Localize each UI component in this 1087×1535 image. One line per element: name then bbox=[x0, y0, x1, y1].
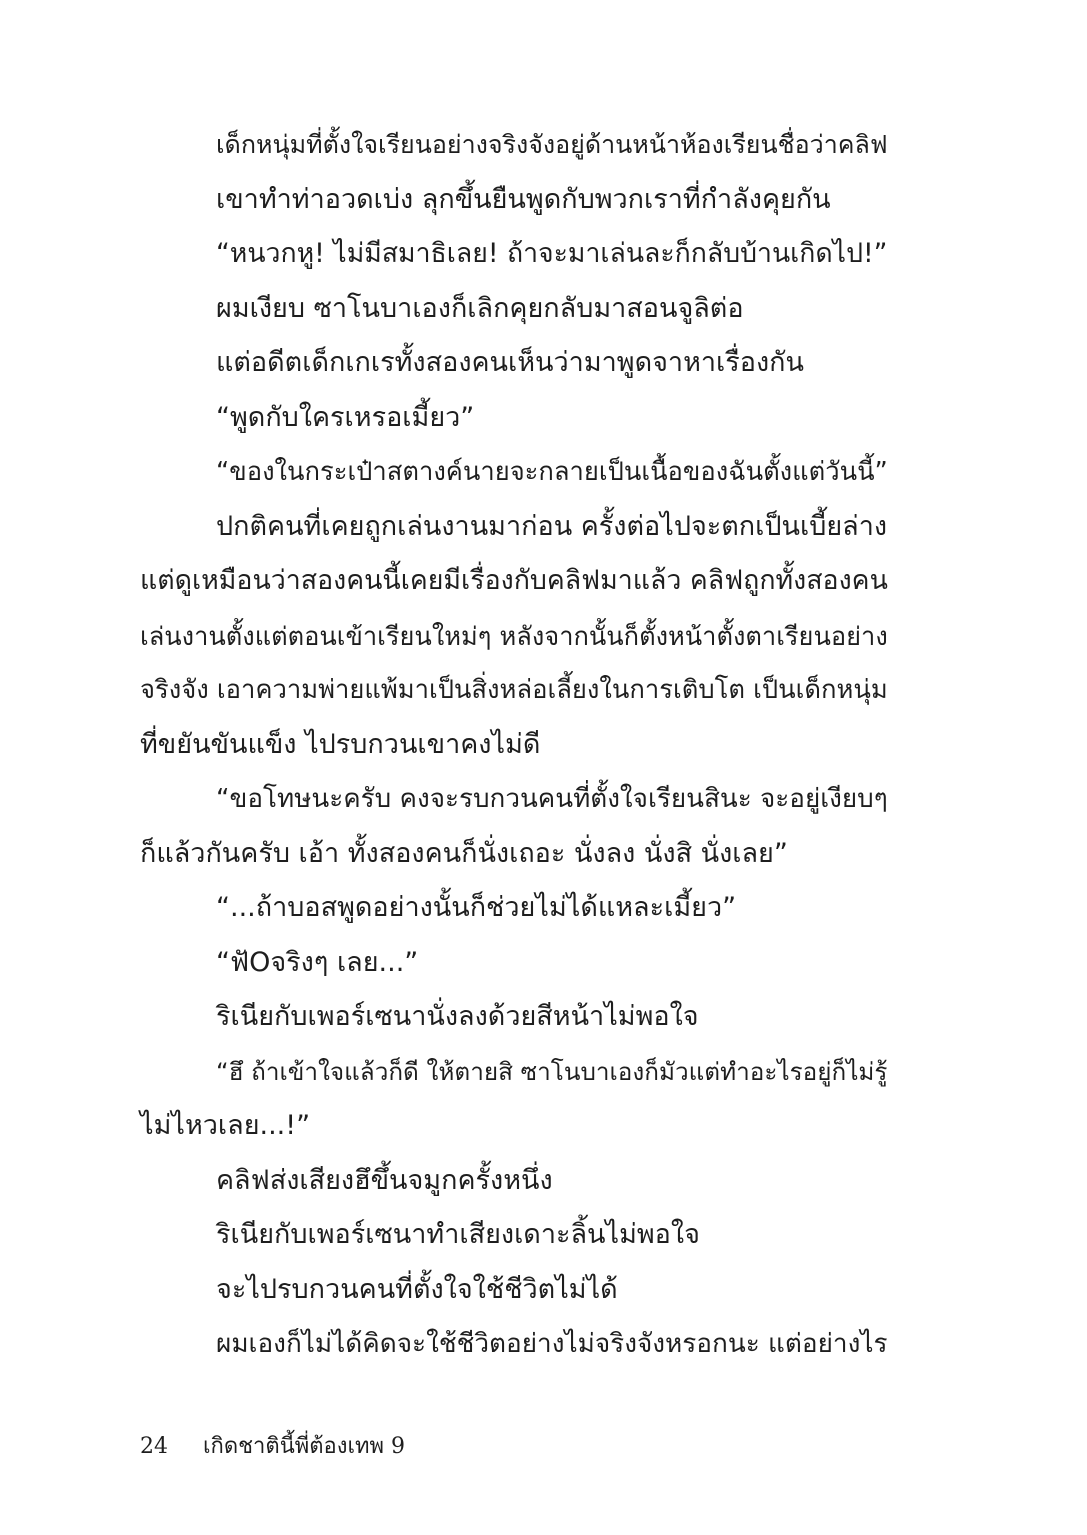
text-line: ไม่ไหวเลย...!” bbox=[140, 1110, 311, 1141]
text-line: เล่นงานตั้งแต่ตอนเข้าเรียนใหม่ๆ หลังจากนั้นก็ตั้งหน้าตั้งตาเรียนอย่าง bbox=[140, 620, 888, 651]
text-line: แต่ดูเหมือนว่าสองคนนี้เคยมีเรื่องกับคลิฟมาแล้ว คลิฟถูกทั้งสองคน bbox=[140, 565, 888, 596]
text-line: “ฟัOจริงๆ เลย...” bbox=[216, 946, 419, 978]
text-line: ผมเองก็ไม่ได้คิดจะใช้ชีวิตอย่างไม่จริงจังหรอกนะ แต่อย่างไร bbox=[216, 1329, 888, 1359]
text-line: เขาทำท่าอวดเบ่ง ลุกขึ้นยืนพูดกับพวกเราที่กำลังคุยกัน bbox=[216, 183, 831, 215]
text-line: “ขอโทษนะครับ คงจะรบกวนคนที่ตั้งใจเรียนสินะ จะอยู่เงียบๆ bbox=[216, 784, 888, 814]
text-line: “ของในกระเป๋าสตางค์นายจะกลายเป็นเนื้อของฉันตั้งแต่วันนี้” bbox=[216, 457, 888, 487]
text-line: ที่ขยันขันแข็ง ไปรบกวนเขาคงไม่ดี bbox=[140, 728, 541, 760]
running-title: เกิดชาตินี้พี่ต้องเทพ 9 bbox=[203, 1434, 405, 1459]
text-line: ริเนียกับเพอร์เซนาทำเสียงเดาะลิ้นไม่พอใจ bbox=[216, 1219, 700, 1250]
text-line: “พูดกับใครเหรอเมี้ยว” bbox=[216, 401, 475, 433]
body-text bbox=[140, 118, 888, 1372]
text-line: “...ถ้าบอสพูดอย่างนั้นก็ช่วยไม่ได้แหละเมี้ยว” bbox=[216, 892, 737, 923]
text-line: ปกติคนที่เคยถูกเล่นงานมาก่อน ครั้งต่อไปจะตกเป็นเบี้ยล่าง bbox=[216, 510, 888, 542]
text-line: จริงจัง เอาความพ่ายแพ้มาเป็นสิ่งหล่อเลี้ยงในการเติบโต เป็นเด็กหนุ่ม bbox=[140, 675, 888, 705]
text-line: ผมเงียบ ซาโนบาเองก็เลิกคุยกลับมาสอนจูลิต่อ bbox=[216, 292, 744, 324]
text-line: “หนวกหู! ไม่มีสมาธิเลย! ถ้าจะมาเล่นละก็กลับบ้านเกิดไป!” bbox=[216, 238, 888, 269]
text-line: คลิฟส่งเสียงฮึขึ้นจมูกครั้งหนึ่ง bbox=[216, 1164, 553, 1196]
text-line: เด็กหนุ่มที่ตั้งใจเรียนอย่างจริงจังอยู่ด้านหน้าห้องเรียนชื่อว่าคลิฟ bbox=[216, 130, 888, 159]
text-line: ก็แล้วกันครับ เอ้า ทั้งสองคนก็นั่งเถอะ นั่งลง นั่งสิ นั่งเลย” bbox=[140, 837, 788, 869]
text-line: จะไปรบกวนคนที่ตั้งใจใช้ชีวิตไม่ได้ bbox=[216, 1273, 618, 1305]
page-number: 24 bbox=[140, 1434, 168, 1459]
page-footer bbox=[140, 1432, 405, 1462]
text-line: ริเนียกับเพอร์เซนานั่งลงด้วยสีหน้าไม่พอใจ bbox=[216, 1001, 699, 1032]
text-line: “ฮึ ถ้าเข้าใจแล้วก็ดี ให้ตายสิ ซาโนบาเองก็มัวแต่ทำอะไรอยู่ก็ไม่รู้ bbox=[216, 1056, 888, 1086]
text-line: แต่อดีตเด็กเกเรทั้งสองคนเห็นว่ามาพูดจาหาเรื่องกัน bbox=[216, 347, 804, 378]
